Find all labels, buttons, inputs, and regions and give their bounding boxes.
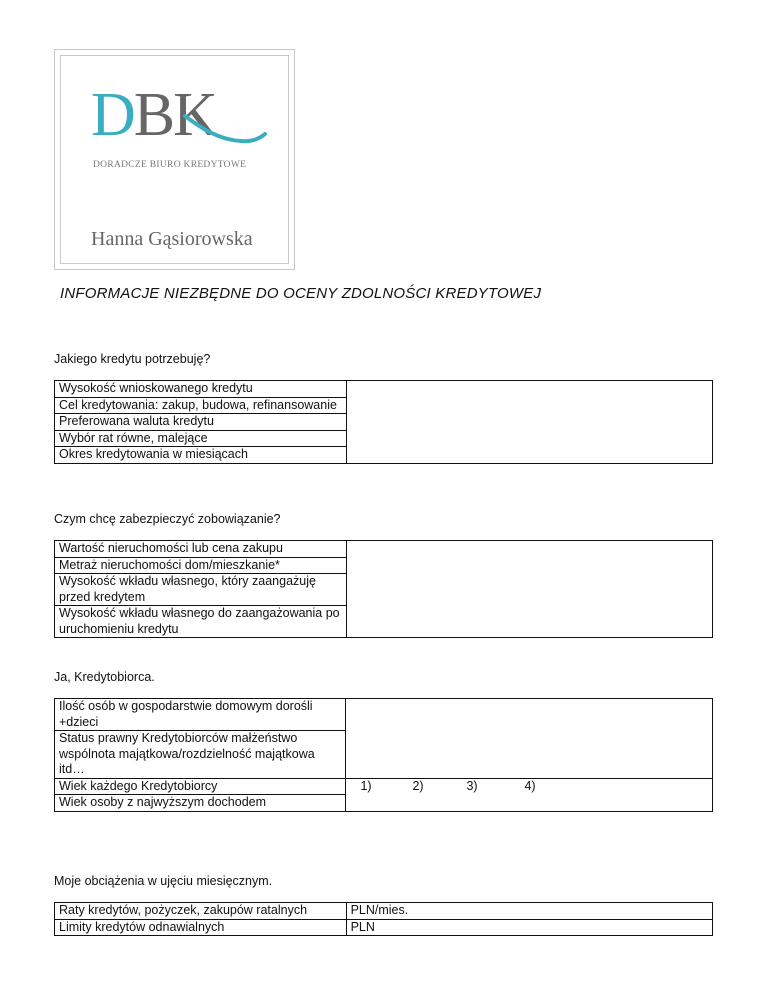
credit-table [54, 380, 713, 464]
row-label: Limity kredytów odnawialnych [55, 919, 347, 936]
age-slots [350, 779, 708, 795]
answer-field[interactable] [346, 381, 712, 464]
logo-tagline: DORADCZE BIURO KREDYTOWE [93, 160, 247, 170]
row-label: Wysokość wkładu własnego do zaangażowania po uruchomieniu kredytu [55, 606, 347, 638]
row-label: Wartość nieruchomości lub cena zakupu [55, 541, 347, 558]
section-heading-borrower: Ja, Kredytobiorca. [54, 670, 155, 684]
section-heading-credit: Jakiego kredytu potrzebuję? [54, 352, 211, 366]
table-row [55, 541, 713, 558]
age-slot: 1) [360, 778, 372, 793]
row-label: Okres kredytowania w miesiącach [55, 447, 347, 464]
age-slot: 3) [466, 778, 478, 793]
row-label: Cel kredytowania: zakup, budowa, refinansowanie [55, 397, 347, 414]
table-row [55, 381, 713, 398]
table-row [55, 778, 713, 795]
logo-swoosh-icon [181, 114, 271, 148]
company-logo [54, 49, 295, 270]
borrower-table [54, 698, 713, 812]
document-title: INFORMACJE NIEZBĘDNE DO OCENY ZDOLNOŚCI KREDYTOWEJ [60, 285, 542, 302]
row-label: Wybór rat równe, malejące [55, 430, 347, 447]
logo-monogram: DBK [91, 81, 216, 149]
age-answer-field[interactable] [346, 778, 713, 811]
section-heading-collateral: Czym chcę zabezpieczyć zobowiązanie? [54, 512, 281, 526]
row-label: Wysokość wkładu własnego, który zaangażuję przed kredytem [55, 574, 347, 606]
row-label: Raty kredytów, pożyczek, zakupów ratalnych [55, 903, 347, 920]
row-label: Wysokość wnioskowanego kredytu [55, 381, 347, 398]
row-label: Status prawny Kredytobiorców małżeństwo wspólnota majątkowa/rozdzielność majątkowa itd… [55, 731, 346, 779]
table-row [55, 919, 713, 936]
limits-field[interactable]: PLN [346, 919, 712, 936]
installments-field[interactable]: PLN/mies. [346, 903, 712, 920]
age-slot: 4) [524, 778, 536, 793]
table-row [55, 903, 713, 920]
row-label: Wiek każdego Kredytobiorcy [55, 778, 346, 795]
section-heading-obligations: Moje obciążenia w ujęciu miesięcznym. [54, 874, 273, 888]
collateral-table [54, 540, 713, 638]
answer-field[interactable] [346, 541, 712, 638]
answer-field[interactable] [346, 699, 713, 779]
table-row [55, 699, 713, 731]
row-label: Wiek osoby z najwyższym dochodem [55, 795, 346, 812]
obligations-table [54, 902, 713, 936]
advisor-name: Hanna Gąsiorowska [91, 228, 253, 250]
age-slot: 2) [412, 778, 424, 793]
row-label: Metraż nieruchomości dom/mieszkanie* [55, 557, 347, 574]
logo-frame [60, 55, 289, 264]
row-label: Preferowana waluta kredytu [55, 414, 347, 431]
row-label: Ilość osób w gospodarstwie domowym dorośli +dzieci [55, 699, 346, 731]
